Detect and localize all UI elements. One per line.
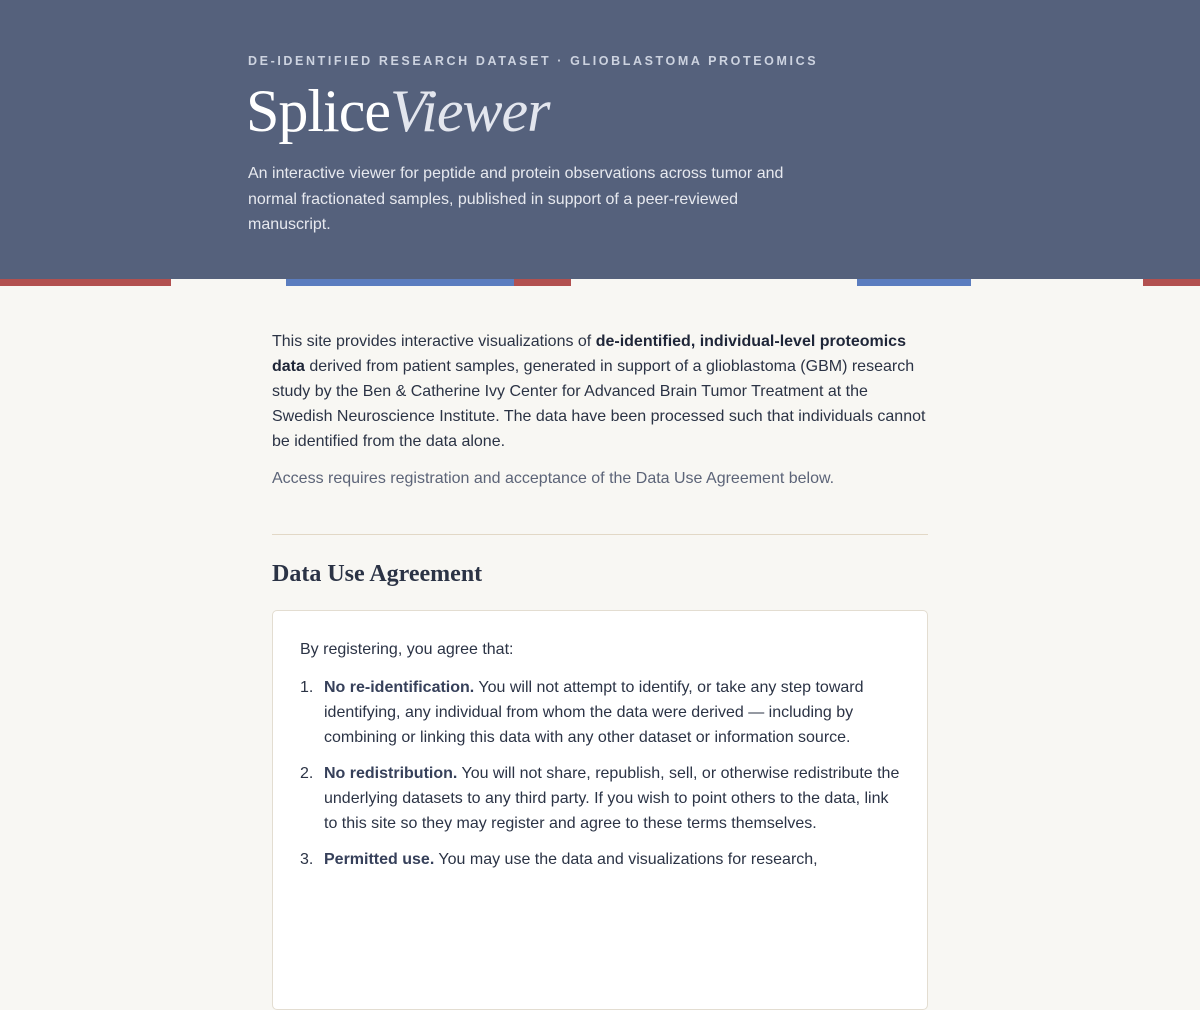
dataset-eyebrow: DE-IDENTIFIED RESEARCH DATASET · GLIOBLASTOMA PROTEOMICS — [248, 54, 819, 68]
intro-text-after: derived from patient samples, generated in support of a glioblastoma (GBM) research study by the Ben & Catherine Ivy Center for Advanced Brain Tumor Treatment at the Swedish Neuroscience Institute. The data have been processed such that individuals cannot be identified from the data alone. — [272, 358, 926, 450]
term-title: No re-identification. — [324, 679, 475, 696]
access-note: Access requires registration and acceptance of the Data Use Agreement below. — [272, 470, 835, 487]
term-text: You may use the data and visualizations for research, — [434, 851, 818, 868]
brand-primary: Splice — [246, 78, 390, 144]
brand-secondary: Viewer — [389, 78, 550, 144]
term-number: 3. — [300, 851, 314, 868]
agreement-term — [300, 675, 900, 750]
accent-stripe-red — [0, 279, 171, 286]
site-title — [246, 76, 549, 146]
intro-text-before: This site provides interactive visualizations of — [272, 333, 596, 350]
term-text: You will not attempt to identify, or take any step toward identifying, any individual from whom the data were derived — including by combining or linking this data with any other dataset or information source. — [324, 679, 864, 746]
term-title: No redistribution. — [324, 765, 458, 782]
term-title: Permitted use. — [324, 851, 435, 868]
agreement-term — [300, 847, 900, 872]
intro-paragraph — [272, 329, 928, 454]
agreement-terms-list — [300, 675, 900, 872]
agreement-card — [272, 610, 928, 1010]
term-text: You will not share, republish, sell, or otherwise redistribute the underlying datasets to any third party. If you wish to point others to the data, link to this site so they may register and agree to these terms themselves. — [324, 765, 900, 832]
accent-stripe-red — [1143, 279, 1200, 286]
accent-stripe-blue — [286, 279, 514, 286]
site-tagline: An interactive viewer for peptide and protein observations across tumor and normal fractionated samples, published in support of a peer-reviewed manuscript. — [248, 165, 784, 233]
main-content — [272, 329, 928, 1010]
section-divider — [272, 534, 928, 535]
term-number: 1. — [300, 679, 314, 696]
term-number: 2. — [300, 765, 314, 782]
agreement-term — [300, 761, 900, 836]
accent-stripe-blue — [857, 279, 971, 286]
agreement-title: Data Use Agreement — [272, 561, 483, 587]
accent-stripe-red — [514, 279, 571, 286]
agreement-lead: By registering, you agree that: — [300, 641, 514, 658]
hero-header — [0, 0, 1200, 279]
intro-emphasis: de-identified, individual-level proteomics data — [272, 333, 906, 375]
